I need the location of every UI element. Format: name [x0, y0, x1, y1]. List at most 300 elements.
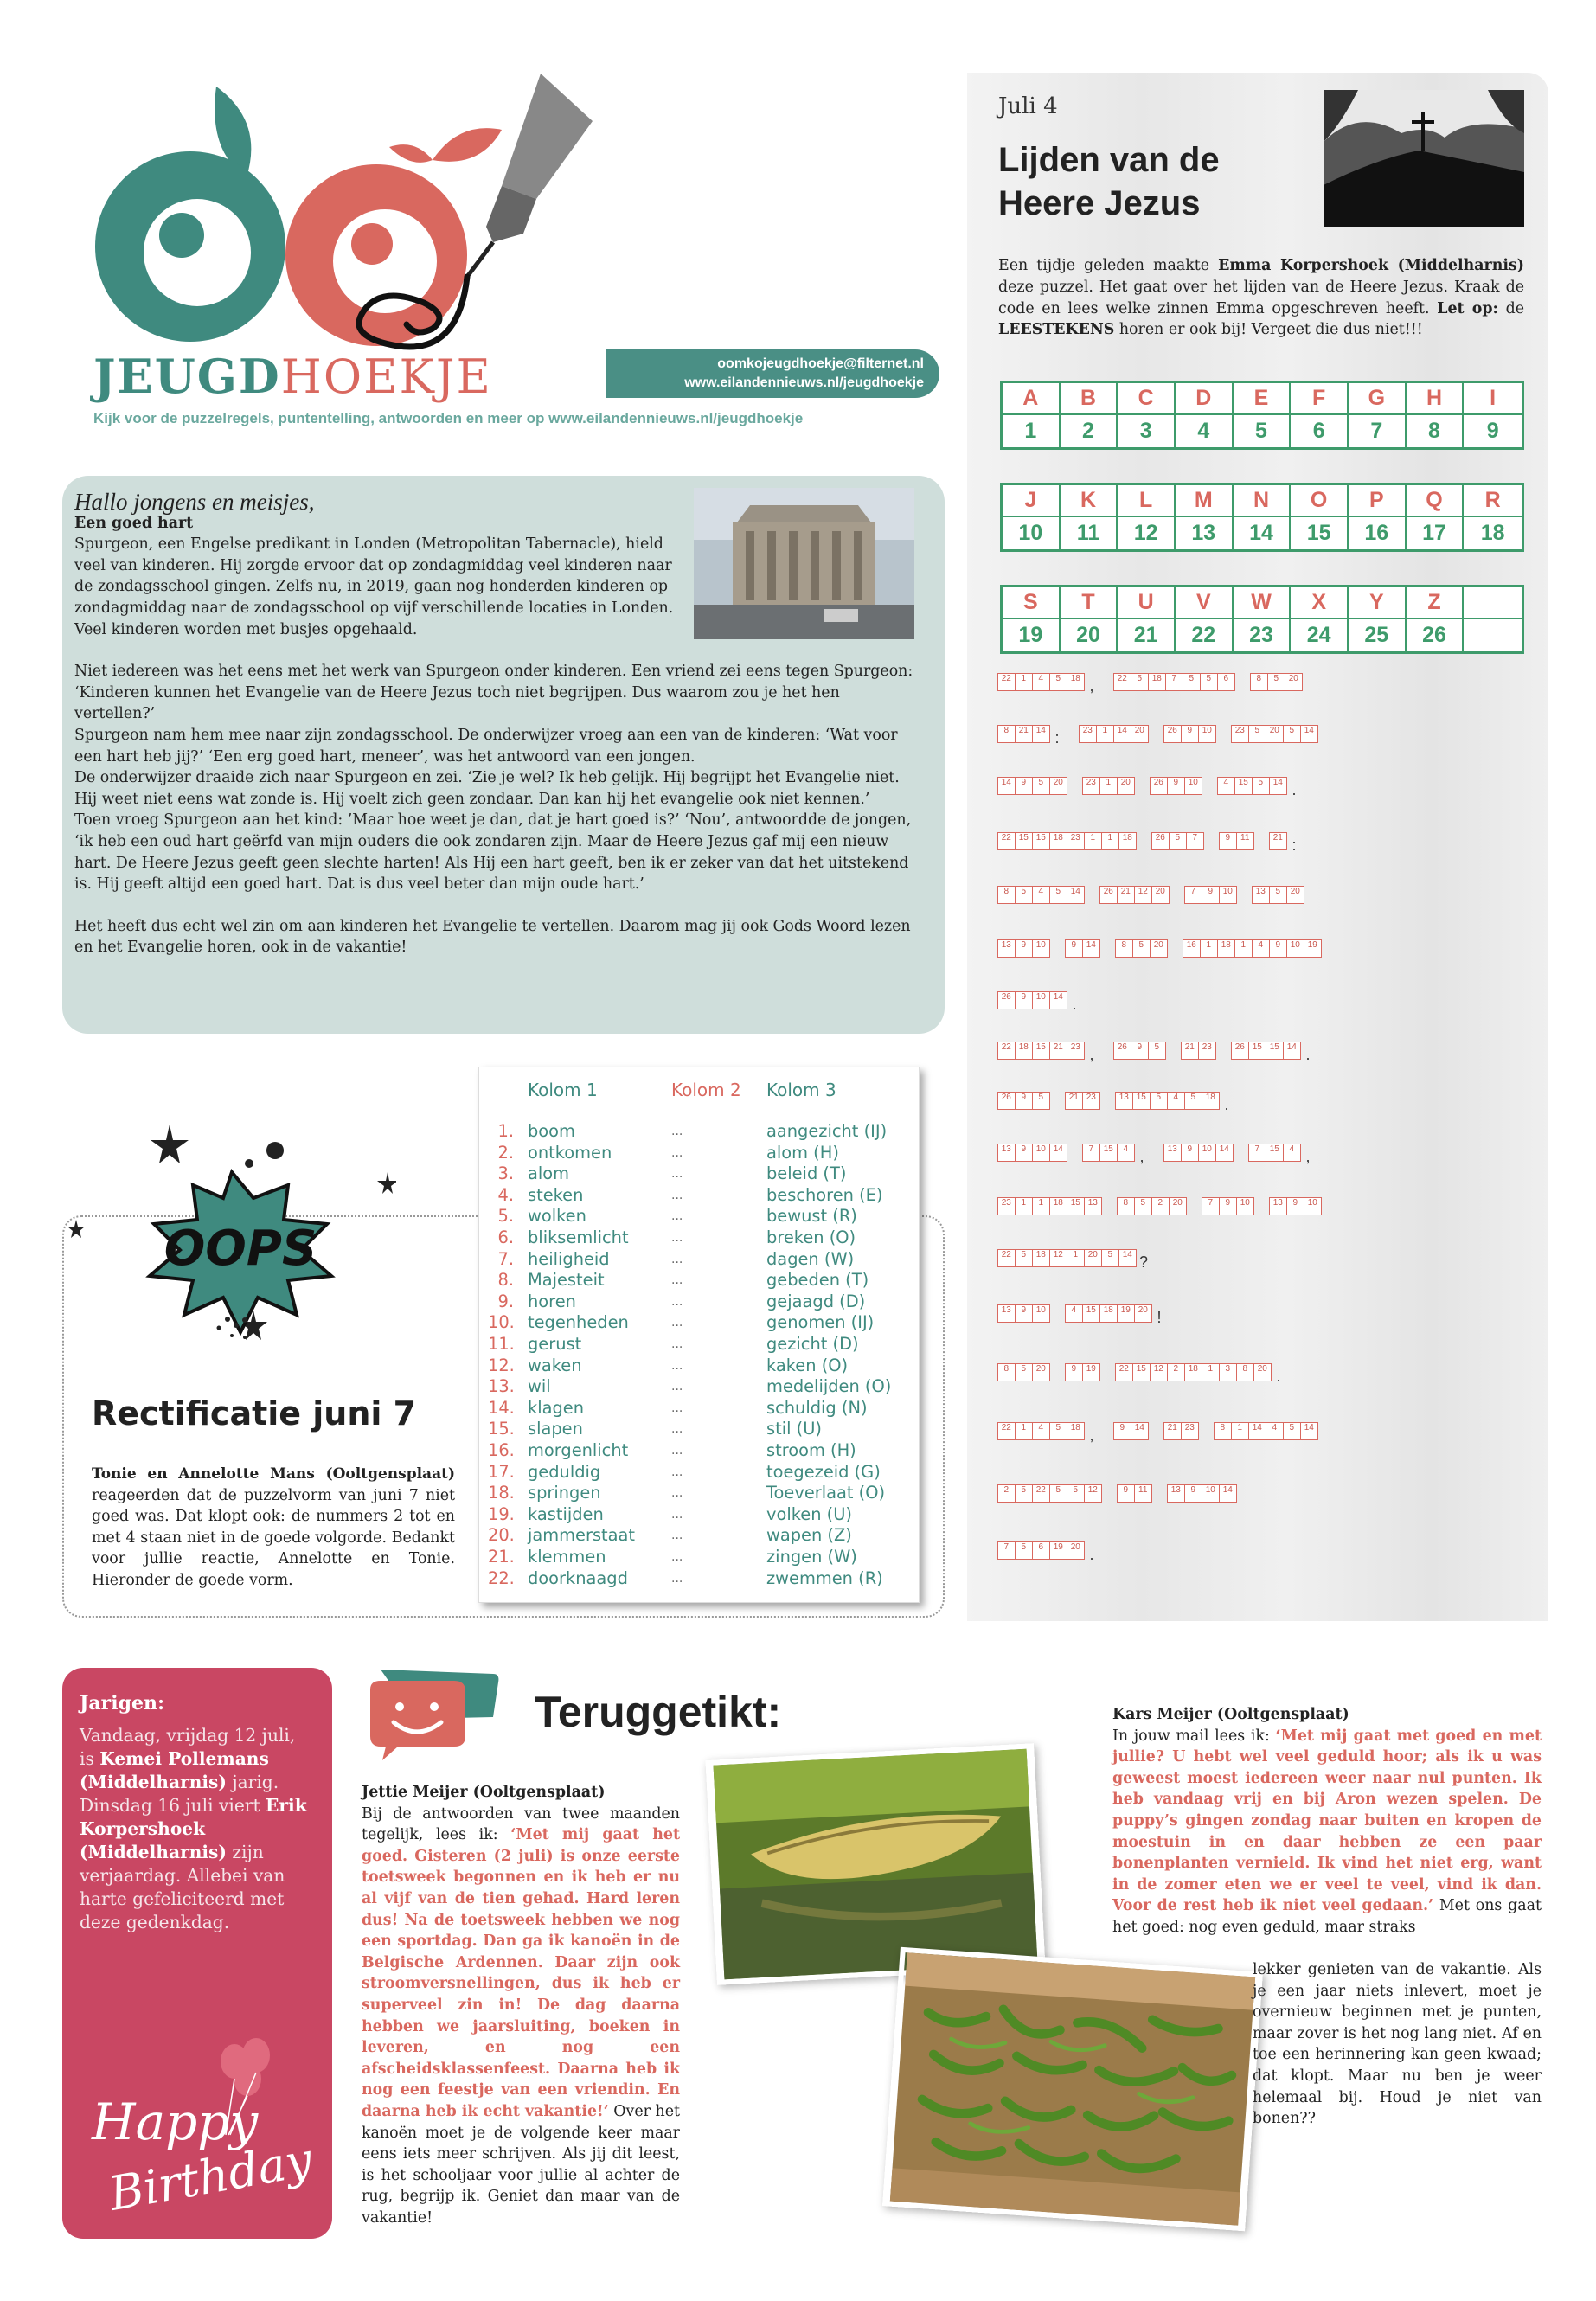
code-cell: 1 [1015, 1197, 1034, 1215]
word-gap [1216, 1042, 1232, 1060]
code-cell: 13 [1269, 1197, 1288, 1215]
key-letter: F [1291, 383, 1349, 415]
code-cell: 10 [1202, 1484, 1221, 1503]
code-cell: 26 [1113, 1042, 1132, 1060]
code-cell: 23 [1082, 777, 1101, 795]
kolom-row [479, 1483, 920, 1504]
kolom-row [479, 1504, 920, 1526]
kolom-table [478, 1067, 920, 1603]
kolom-1-word: Majesteit [528, 1270, 605, 1291]
kolom-2-blank: ... [671, 1507, 683, 1522]
note-keyword: LEESTEKENS [998, 321, 1115, 339]
rectificatie-title: Rectificatie juni 7 [92, 1394, 417, 1433]
kolom-2-blank: ... [671, 1188, 683, 1202]
kolom-1-word: wolken [528, 1206, 586, 1227]
word-gap [1099, 1042, 1114, 1060]
code-cell: 6 [1032, 1541, 1051, 1560]
word-gap [1085, 886, 1100, 904]
kolom-number: 13. [488, 1376, 515, 1397]
code-cell: 7 [1165, 673, 1184, 691]
kolom-1-word: alom [528, 1163, 570, 1184]
word-gap [1170, 886, 1185, 904]
kolom-number: 4. [497, 1184, 514, 1205]
code-cell: 23 [1198, 1042, 1217, 1060]
code-cell: 5 [1269, 886, 1288, 904]
code-cell: 5 [1283, 1422, 1302, 1440]
code-cell: 13 [997, 1304, 1016, 1323]
code-cell: 5 [1032, 1092, 1051, 1110]
kolom-3-word: stil (U) [766, 1419, 822, 1439]
code-cell: 13 [1252, 886, 1271, 904]
code-cell: 4 [1032, 673, 1051, 691]
code-cell: 13 [997, 1144, 1016, 1162]
kolom-2-blank: ... [671, 1294, 683, 1309]
code-row [998, 1484, 1237, 1503]
code-cell: 1 [1231, 1422, 1250, 1440]
code-cell: 26 [1231, 1042, 1250, 1060]
code-cell: 14 [1219, 1484, 1238, 1503]
kolom-number: 5. [497, 1206, 514, 1227]
story-heading: Een goed hart [74, 514, 194, 532]
code-cell: 5 [1134, 1197, 1153, 1215]
kolom-2-blank: ... [671, 1444, 683, 1458]
code-row [998, 777, 1301, 798]
kolom-3-word: toegezeid (G) [766, 1461, 881, 1482]
kolom-2-blank: ... [671, 1571, 683, 1586]
word-gap [1102, 1484, 1118, 1503]
key-number: 12 [1118, 517, 1176, 549]
key-letter: Q [1407, 485, 1465, 517]
code-cell: 5 [1015, 1541, 1034, 1560]
word-gap [1100, 939, 1116, 958]
kolom-number: 14. [488, 1397, 515, 1418]
kolom-number: 20. [488, 1525, 515, 1546]
code-cell: 9 [1015, 777, 1034, 795]
code-cell: 14 [1269, 777, 1288, 795]
code-cell: 18 [1202, 1092, 1221, 1110]
happy-text: Happy [92, 2093, 259, 2151]
code-cell: 10 [1032, 991, 1051, 1009]
code-cell: 4 [1167, 1092, 1186, 1110]
oops-burst-icon [67, 1125, 396, 1393]
kolom-2-blank: ... [671, 1145, 683, 1160]
story-paragraph: Spurgeon, een Engelse predikant in Londen (Metropolitan Tabernacle), hield veel van kinderen. Hij zorgde ervoor dat op zondagmiddag veel kinderen naar de zondagsschool gingen. Zelfs nu, in 2019, gaan nog honderden kinderen op zondagmiddag naar de zondagsschool op vijf verschillende locaties in Londen. Veel kinderen worden met busjes opgehaald. [74, 535, 674, 638]
code-cell: 8 [1115, 939, 1134, 958]
code-punctuation: , [1089, 677, 1094, 695]
rectificatie-body: reageerden dat de puzzelvorm van juni 7 niet goed was. Dat klopt ook: de nummers 2 tot en met 4 staan niet in de goede volgorde. Bedankt voor jullie reactie, Annelotte en Tonie. Hieronder de goede vorm. [92, 1486, 455, 1589]
kolom-2-blank: ... [671, 1125, 683, 1138]
key-letter: L [1118, 485, 1176, 517]
code-cell: 20 [1084, 1249, 1103, 1267]
key-letter: G [1349, 383, 1407, 415]
kolom-3-word: beschoren (E) [766, 1184, 883, 1205]
code-cell: 10 [1236, 1197, 1255, 1215]
code-cell: 15 [1067, 1197, 1086, 1215]
key-letter: E [1234, 383, 1292, 415]
code-row [998, 1422, 1318, 1444]
code-cell: 20 [1032, 1363, 1051, 1381]
code-cell: 20 [1117, 777, 1136, 795]
kolom-number: 12. [488, 1355, 515, 1375]
code-cell: 26 [1163, 725, 1183, 743]
word-gap [1067, 1144, 1083, 1162]
code-cell: 4 [1252, 939, 1271, 958]
word-gap [1168, 939, 1183, 958]
code-cell: 20 [1151, 886, 1170, 904]
kolom-3-word: medelijden (O) [766, 1376, 892, 1397]
code-cell: 9 [1219, 832, 1238, 850]
code-cell: 7 [1202, 1197, 1221, 1215]
code-cell: 5 [1283, 725, 1302, 743]
kolom-number: 8. [497, 1270, 514, 1291]
code-cell: 13 [1163, 1144, 1183, 1162]
kolom-header: Kolom 1 [528, 1080, 598, 1100]
code-cell: 14 [1113, 725, 1132, 743]
code-punctuation: , [1305, 1148, 1311, 1165]
code-cell: 5 [1049, 673, 1068, 691]
kolom-3-word: gezicht (D) [766, 1334, 859, 1354]
kolom-row [479, 1121, 920, 1143]
kolom-row [479, 1143, 920, 1164]
key-number: 7 [1349, 415, 1407, 447]
kolom-number: 17. [488, 1461, 515, 1482]
key-letter: X [1291, 587, 1349, 619]
key-number: 21 [1118, 619, 1176, 651]
code-cell: 5 [1101, 1249, 1120, 1267]
code-punctuation: . [1072, 996, 1077, 1013]
kolom-1-word: kastijden [528, 1503, 604, 1524]
code-cell: 18 [1217, 939, 1236, 958]
code-cell: 16 [1183, 939, 1202, 958]
kolom-1-word: tegenheden [528, 1312, 629, 1333]
code-cell: 13 [1167, 1484, 1186, 1503]
code-cell: 2 [1167, 1363, 1186, 1381]
kolom-2-blank: ... [671, 1422, 683, 1437]
code-cell: 9 [1286, 1197, 1305, 1215]
key-number: 26 [1407, 619, 1465, 651]
code-cell: 1 [1096, 725, 1115, 743]
website-link[interactable]: www.eilandennieuws.nl/jeugdhoekje [684, 375, 924, 390]
code-cell: 15 [1234, 777, 1253, 795]
kolom-number: 22. [488, 1567, 515, 1588]
word-gap [1204, 832, 1220, 850]
birthday-name: Kemei Pollemans (Middelharnis) [80, 1748, 269, 1792]
code-cell: 18 [1067, 673, 1086, 691]
kolom-3-word: beleid (T) [766, 1163, 847, 1184]
code-cell: 23 [1082, 1092, 1101, 1110]
word-gap [1050, 939, 1066, 958]
code-cell: 5 [1184, 1092, 1203, 1110]
key-number: 9 [1486, 419, 1499, 443]
code-cell: 12 [1134, 886, 1153, 904]
kolom-3-word: breken (O) [766, 1227, 856, 1247]
word-gap [1099, 1422, 1114, 1440]
word-gap [1050, 1304, 1066, 1323]
key-letter: R [1464, 485, 1522, 517]
note-label: Let op: [1437, 299, 1498, 317]
code-cell: 21 [1163, 1422, 1183, 1440]
letter-text: Bij de antwoorden van twee maanden tegelijk, lees ik: [362, 1804, 680, 1844]
code-cell: 18 [1015, 1042, 1034, 1060]
email-link[interactable]: oomkojeugdhoekje@filternet.nl [717, 356, 924, 371]
word-gap [1234, 1144, 1249, 1162]
jeugdhoekje-title [93, 349, 492, 404]
kolom-number: 21. [488, 1547, 515, 1567]
code-cell: 7 [1186, 832, 1205, 850]
code-punctuation: : [1054, 729, 1060, 747]
code-cell: 22 [997, 673, 1016, 691]
kolom-1-word: wil [528, 1376, 551, 1397]
code-cell: 20 [1049, 777, 1068, 795]
code-cell: 7 [997, 1541, 1016, 1560]
code-cell: 15 [1266, 1144, 1285, 1162]
code-cell: 9 [1065, 939, 1084, 958]
kolom-3-word: zingen (W) [766, 1547, 857, 1567]
code-cell: 8 [997, 886, 1016, 904]
birthdays-text-part: zijn verjaardag. Allebei van harte gefeliciteerd met deze gedenkdag. [80, 1842, 285, 1932]
contact-pill [606, 349, 939, 398]
puzzle-intro [998, 255, 1524, 341]
code-row [998, 939, 1322, 958]
kolom-row [479, 1185, 920, 1207]
kolom-2-blank: ... [671, 1400, 683, 1415]
kolom-number: 10. [488, 1312, 515, 1333]
happy-birthday-icon [74, 2031, 325, 2239]
kolom-number: 11. [488, 1334, 515, 1354]
code-cell: 20 [1150, 939, 1169, 958]
story-paragraph: De onderwijzer draaide zich naar Spurgeon en zei. ‘Zie je wel? Ik heb gelijk. Hij begrijpt het Evangelie niet. Hij weet niet eens wat zonde is. Hij voelt zich geen zondaar. Dan kan hij het evangelie ook niet kennen.’ [74, 769, 900, 808]
code-cell: 18 [1118, 832, 1138, 850]
letter-jettie [362, 1782, 680, 2228]
key-number: 20 [1061, 619, 1118, 651]
code-cell: 19 [1304, 939, 1323, 958]
code-cell: 1 [1101, 832, 1120, 850]
kolom-3-word: schuldig (N) [766, 1397, 868, 1418]
code-cell: 5 [1132, 939, 1151, 958]
kolom-3-word: zwemmen (R) [766, 1567, 883, 1588]
code-row [998, 1363, 1285, 1385]
code-cell: 12 [1049, 1249, 1068, 1267]
code-cell: 22 [997, 1249, 1016, 1267]
code-cell: 14 [1032, 725, 1051, 743]
kolom-2-blank: ... [671, 1529, 683, 1543]
code-cell: 18 [1049, 1197, 1068, 1215]
code-cell: 11 [1236, 832, 1255, 850]
kolom-row [479, 1312, 920, 1334]
code-cell: 22 [997, 832, 1016, 850]
building-photo [694, 488, 914, 639]
code-cell: 22 [1115, 1363, 1134, 1381]
key-number: 10 [1003, 517, 1061, 549]
word-gap [1050, 1363, 1066, 1381]
code-cell: 19 [1049, 1541, 1068, 1560]
key-letter: J [1003, 485, 1061, 517]
birthdays-box [62, 1668, 332, 2239]
key-number: 11 [1061, 517, 1118, 549]
code-cell: 14 [1082, 939, 1101, 958]
key-number: 3 [1118, 415, 1176, 447]
code-cell: 18 [1032, 1249, 1051, 1267]
kolom-1-word: bliksemlicht [528, 1227, 629, 1247]
word-gap [1099, 673, 1114, 691]
code-cell: 10 [1286, 939, 1305, 958]
code-cell: 20 [1253, 1363, 1272, 1381]
word-gap [1102, 1197, 1118, 1215]
kolom-row [479, 1249, 920, 1271]
key-number: 22 [1176, 619, 1234, 651]
kolom-3-word: gebeden (T) [766, 1270, 869, 1291]
key-letter: V [1176, 587, 1234, 619]
code-cell: 13 [1084, 1197, 1103, 1215]
code-cell: 22 [997, 1042, 1016, 1060]
code-cell: 6 [1217, 673, 1236, 691]
kolom-1-word: horen [528, 1291, 576, 1311]
code-cell: 8 [1236, 1363, 1255, 1381]
kolom-row [479, 1547, 920, 1568]
kolom-1-word: boom [528, 1121, 575, 1141]
kolom-3-word: wapen (Z) [766, 1525, 852, 1546]
kolom-number: 2. [497, 1142, 514, 1163]
kolom-header: Kolom 3 [766, 1080, 836, 1100]
key-number: 19 [1003, 619, 1061, 651]
code-row [998, 1144, 1315, 1165]
kolom-1-word: klemmen [528, 1547, 606, 1567]
code-cell: 8 [1214, 1422, 1233, 1440]
birthdays-text-part: jarig. Dinsdag 16 juli viert [80, 1772, 279, 1816]
code-cell: 26 [997, 1092, 1016, 1110]
code-cell: 22 [997, 1422, 1016, 1440]
code-cell: 22 [1113, 673, 1132, 691]
word-gap [1235, 673, 1251, 691]
kolom-3-word: Toeverlaat (O) [766, 1483, 886, 1503]
birthdays-title: Jarigen: [80, 1692, 165, 1715]
code-cell: 11 [1134, 1484, 1153, 1503]
greeting: Hallo jongens en meisjes, [74, 489, 315, 515]
kolom-row [479, 1163, 920, 1185]
code-cell: 9 [1167, 777, 1186, 795]
key-number: 5 [1234, 415, 1292, 447]
kolom-3-word: dagen (W) [766, 1248, 855, 1269]
code-punctuation: . [1276, 1368, 1281, 1385]
code-cell: 9 [1181, 1144, 1200, 1162]
kolom-1-word: springen [528, 1483, 601, 1503]
code-row [998, 673, 1303, 695]
letter-author: Jettie Meijer (Ooltgensplaat) [362, 1784, 606, 1801]
code-cell: 18 [1049, 832, 1068, 850]
word-gap [1064, 725, 1080, 743]
code-punctuation: ! [1157, 1309, 1162, 1326]
speech-bubble-icon [363, 1665, 502, 1760]
code-cell: 5 [1049, 886, 1068, 904]
code-cell: 5 [1015, 1484, 1034, 1503]
code-cell: 4 [1117, 1144, 1136, 1162]
key-letter: I [1464, 383, 1522, 415]
key-letter: N [1234, 485, 1292, 517]
kolom-row [479, 1292, 920, 1313]
code-cell: 2 [997, 1484, 1016, 1503]
kolom-1-word: morgenlicht [528, 1440, 629, 1460]
code-cell: 10 [1198, 725, 1217, 743]
key-letter: O [1291, 485, 1349, 517]
puzzle-title: Lijden van de Heere Jezus [998, 141, 1220, 222]
key-number: 16 [1349, 517, 1407, 549]
code-cell: 20 [1134, 1304, 1153, 1323]
kolom-1-word: heiligheid [528, 1248, 610, 1269]
code-punctuation: , [1139, 1148, 1144, 1165]
key-letter: U [1118, 587, 1176, 619]
key-number: 17 [1407, 517, 1465, 549]
kolom-1-word: geduldig [528, 1461, 601, 1482]
code-cell: 1 [1015, 673, 1034, 691]
code-cell: 9 [1015, 1144, 1034, 1162]
key-number: 8 [1407, 415, 1465, 447]
kolom-row [479, 1334, 920, 1356]
code-cell: 5 [1049, 1422, 1068, 1440]
kolom-1-word: klagen [528, 1397, 585, 1418]
word-gap [1254, 832, 1270, 850]
key-number: 14 [1234, 517, 1292, 549]
word-gap [1187, 1197, 1202, 1215]
word-gap [1149, 725, 1164, 743]
key-letter: S [1003, 587, 1061, 619]
kolom-1-word: doorknaagd [528, 1567, 628, 1588]
puzzle-date: Juli 4 [998, 93, 1058, 119]
kolom-3-word: kaken (O) [766, 1355, 849, 1375]
code-cell: 10 [1304, 1197, 1323, 1215]
code-cell: 3 [1219, 1363, 1238, 1381]
word-gap [1202, 777, 1218, 795]
jeugdhoekje-logo [87, 69, 606, 355]
alphabet-key-table [1000, 483, 1524, 552]
letter-text: In jouw mail lees ik: [1112, 1727, 1276, 1745]
intro-story-box [62, 476, 945, 1034]
code-row [998, 725, 1318, 747]
title-part-jeugd: JEUGD [93, 349, 281, 404]
tagline: Kijk voor de puzzelregels, puntentelling, antwoorden en meer op www.eilandennieuws.nl/jeugdhoekje [93, 410, 804, 426]
code-cell: 15 [1132, 1363, 1151, 1381]
kolom-1-word: slapen [528, 1419, 583, 1439]
kolom-3-word: genomen (IJ) [766, 1312, 875, 1333]
letter-kars-reply: lekker genieten van de vakantie. Als je een jaar niets inlevert, moet je overnieuw beginnen met je punten, maar zover is het nog lang niet. Af en toe een herinnering kan geen kwaad; dat klopt. Maar nu ben je weer helemaal bij. Houd je niet van bonen?? [1253, 1961, 1542, 2128]
key-number: 13 [1176, 517, 1234, 549]
code-cell: 9 [1269, 939, 1288, 958]
word-gap [1166, 1042, 1182, 1060]
code-cell: 12 [1084, 1484, 1103, 1503]
letter-author: Kars Meijer (Ooltgensplaat) [1112, 1706, 1349, 1723]
code-row [998, 1249, 1151, 1271]
code-cell: 5 [1067, 1484, 1086, 1503]
code-cell: 1 [1200, 939, 1219, 958]
code-cell: 8 [997, 1363, 1016, 1381]
kolom-2-blank: ... [671, 1486, 683, 1501]
code-cell: 21 [1269, 832, 1288, 850]
kolom-row [479, 1462, 920, 1484]
kolom-2-blank: ... [671, 1167, 683, 1182]
story-paragraph: Het heeft dus echt wel zin om aan kinderen het Evangelie te vertellen. Daarom mag jij ook Gods Woord lezen en het Evangelie horen, ook in de vakantie! [74, 917, 911, 957]
canoe-photo [705, 1743, 1045, 1985]
code-punctuation: . [1292, 781, 1297, 798]
kolom-2-blank: ... [671, 1337, 683, 1351]
key-letter: K [1061, 485, 1118, 517]
code-cell: 23 [1231, 725, 1250, 743]
word-gap [1254, 1197, 1270, 1215]
code-cell: 15 [1266, 1042, 1285, 1060]
kolom-2-blank: ... [671, 1358, 683, 1373]
code-cell: 18 [1148, 673, 1167, 691]
kolom-1-word: waken [528, 1355, 582, 1375]
birthday-text: Birthday [105, 2131, 317, 2221]
code-cell: 26 [997, 991, 1016, 1009]
